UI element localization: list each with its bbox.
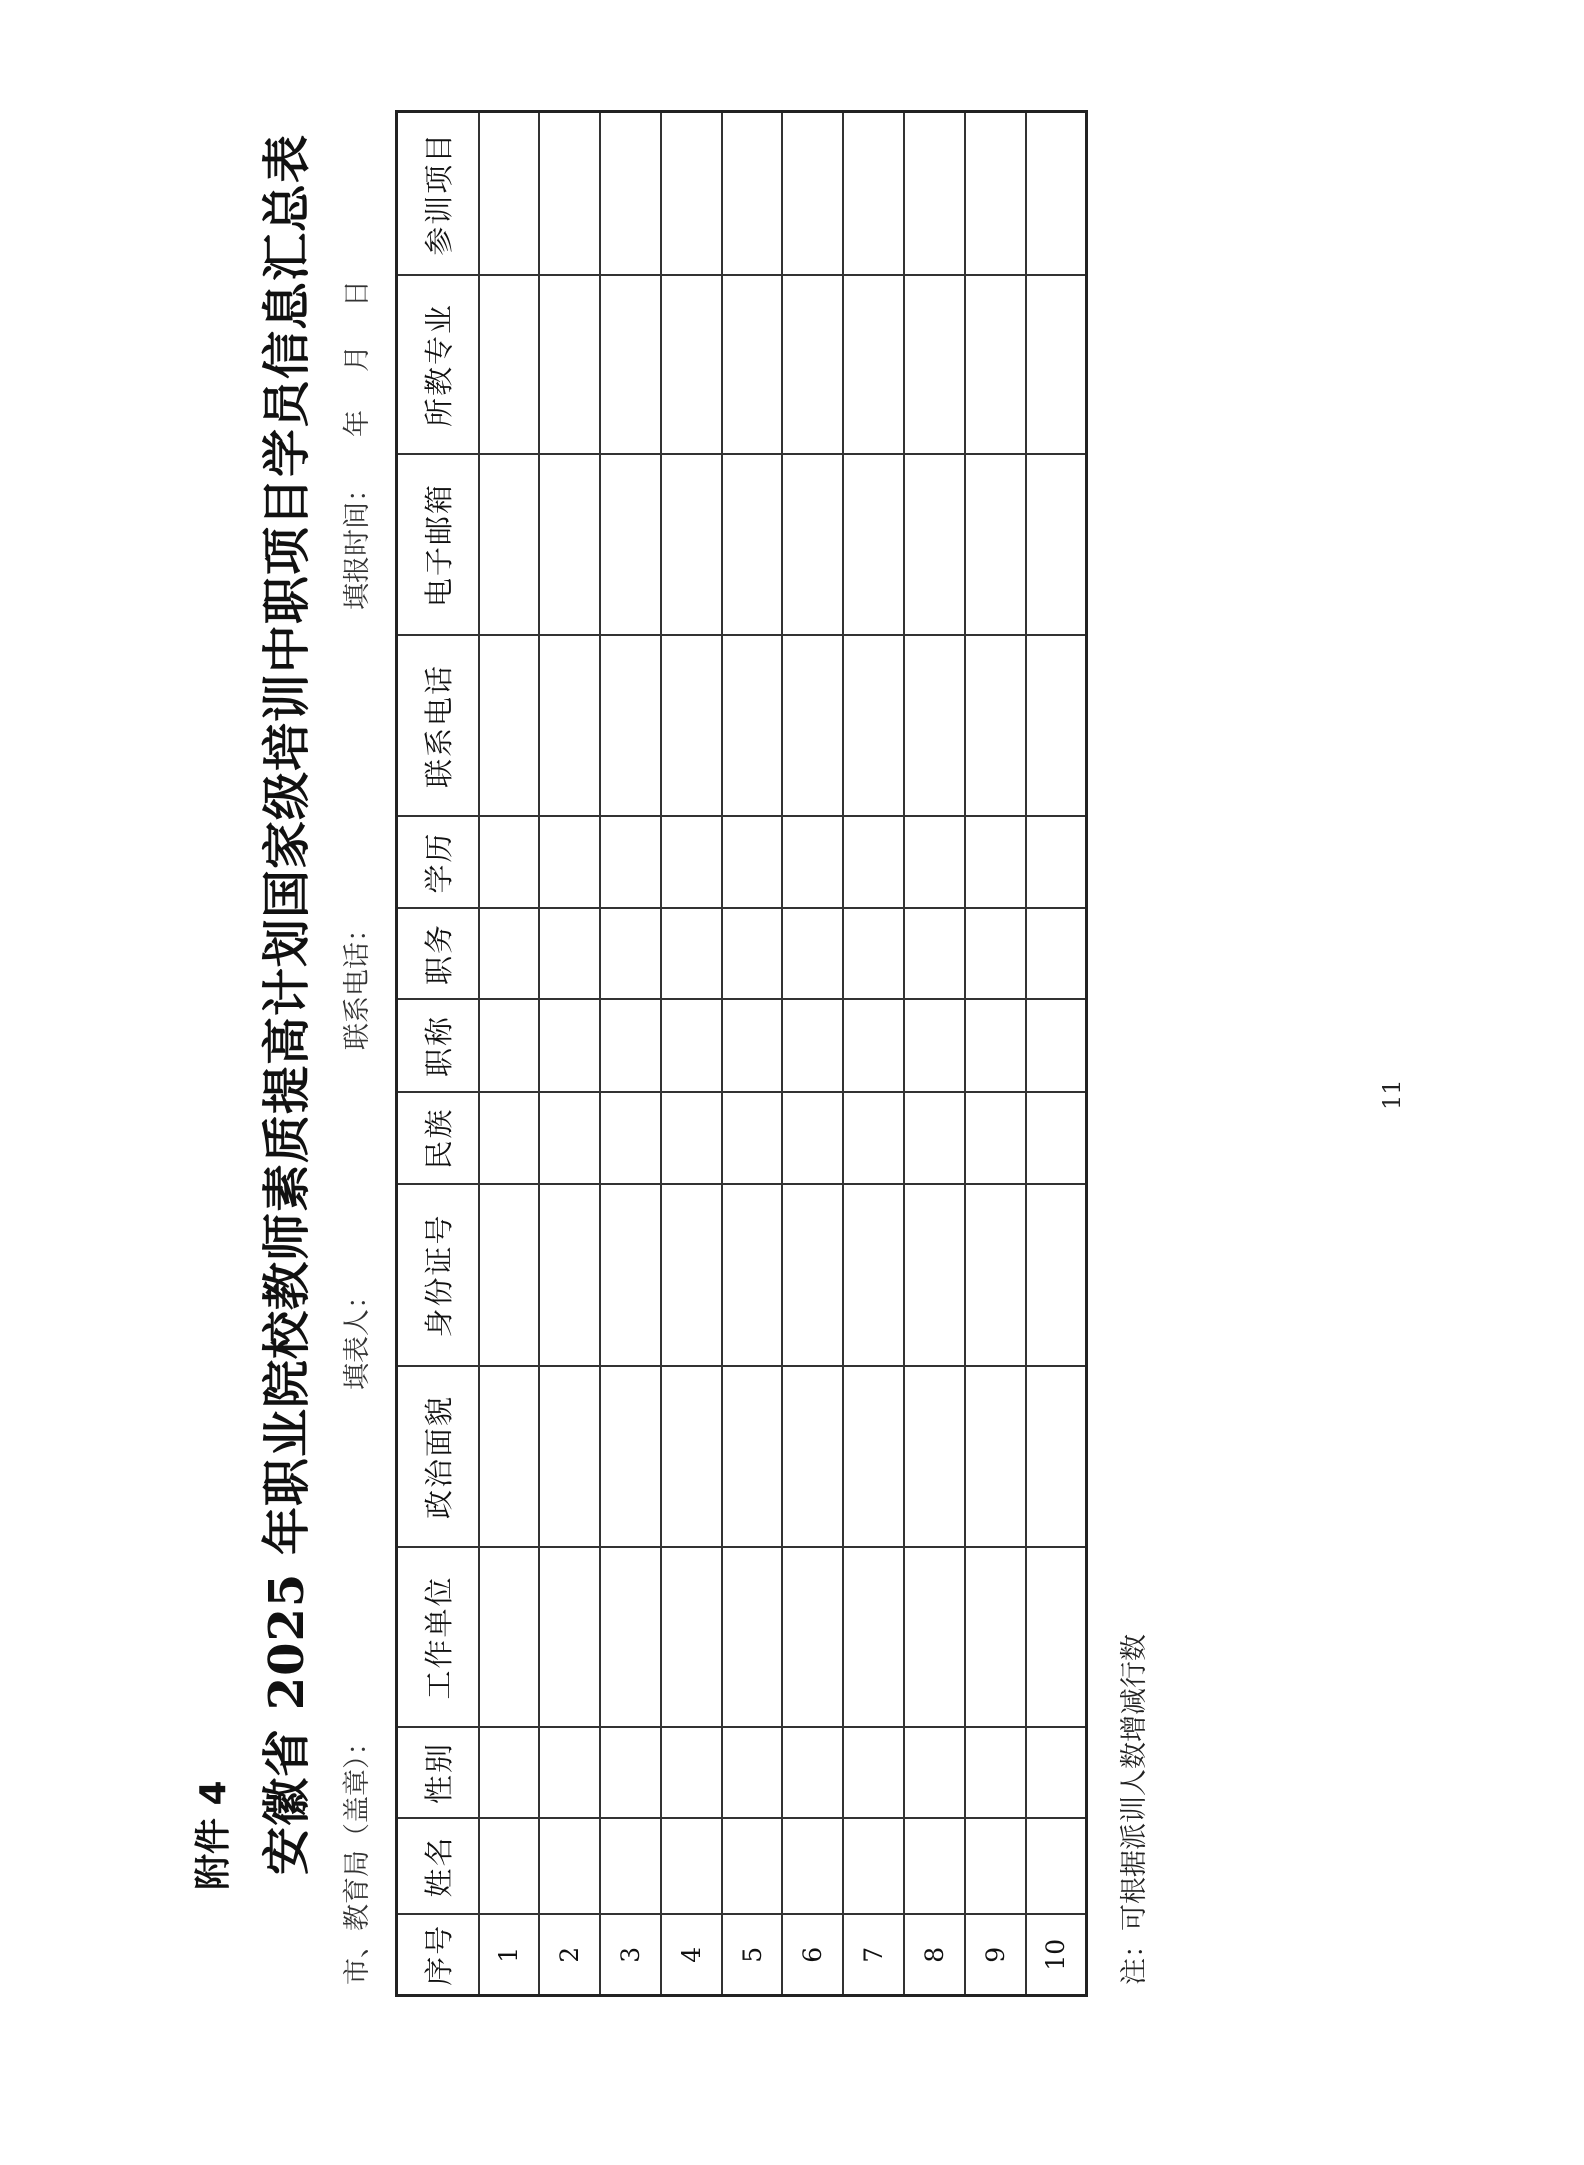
table-cell[interactable]	[539, 817, 600, 909]
table-cell[interactable]	[965, 112, 1026, 276]
table-cell[interactable]	[843, 1548, 904, 1728]
table-cell[interactable]	[600, 636, 661, 817]
table-cell[interactable]	[600, 1093, 661, 1185]
row-seq-number: 9	[965, 1915, 1026, 1996]
header-ethnicity: 民族	[397, 1093, 479, 1185]
table-cell[interactable]	[782, 1000, 843, 1093]
table-cell[interactable]	[904, 909, 965, 1000]
table-cell[interactable]	[904, 112, 965, 276]
table-cell[interactable]	[722, 455, 783, 636]
table-cell[interactable]	[904, 1819, 965, 1915]
table-row	[843, 112, 904, 1996]
table-row	[1026, 112, 1087, 1996]
table-header-row	[397, 112, 479, 1996]
table-cell[interactable]	[904, 1367, 965, 1548]
table-cell[interactable]	[661, 1093, 722, 1185]
date-day: 日	[342, 280, 373, 307]
table-cell[interactable]	[782, 112, 843, 276]
row-seq-number: 1	[479, 1915, 540, 1996]
table-cell[interactable]	[539, 1000, 600, 1093]
table-cell[interactable]	[600, 909, 661, 1000]
table-cell[interactable]	[1026, 817, 1087, 909]
table-cell[interactable]	[539, 1819, 600, 1915]
table-cell[interactable]	[479, 817, 540, 909]
table-cell[interactable]	[722, 1000, 783, 1093]
table-cell[interactable]	[843, 455, 904, 636]
table-cell[interactable]	[843, 1185, 904, 1367]
table-row	[904, 112, 965, 1996]
table-cell[interactable]	[965, 1728, 1026, 1819]
table-cell[interactable]	[479, 276, 540, 455]
table-cell[interactable]	[843, 909, 904, 1000]
table-cell[interactable]	[1026, 909, 1087, 1000]
table-cell[interactable]	[479, 1728, 540, 1819]
table-cell[interactable]	[782, 1819, 843, 1915]
table-cell[interactable]	[782, 1728, 843, 1819]
table-cell[interactable]	[722, 636, 783, 817]
table-cell[interactable]	[1026, 1093, 1087, 1185]
table-cell[interactable]	[661, 909, 722, 1000]
table-cell[interactable]	[661, 1548, 722, 1728]
table-cell[interactable]	[479, 909, 540, 1000]
table-cell[interactable]	[722, 1093, 783, 1185]
table-cell[interactable]	[1026, 636, 1087, 817]
table-cell[interactable]	[1026, 112, 1087, 276]
row-seq-number: 7	[843, 1915, 904, 1996]
table-row	[782, 112, 843, 1996]
table-cell[interactable]	[722, 817, 783, 909]
table-cell[interactable]	[1026, 276, 1087, 455]
table-cell[interactable]	[539, 112, 600, 276]
table-cell[interactable]	[600, 1728, 661, 1819]
table-cell[interactable]	[539, 636, 600, 817]
table-cell[interactable]	[661, 1728, 722, 1819]
header-seq: 序号	[397, 1915, 479, 1996]
table-cell[interactable]	[904, 1093, 965, 1185]
attachment-label: 附件 4	[193, 1780, 234, 1890]
table-cell[interactable]	[661, 1367, 722, 1548]
header-workplace: 工作单位	[397, 1548, 479, 1728]
date-month: 月	[342, 345, 373, 372]
table-cell[interactable]	[479, 1185, 540, 1367]
table-cell[interactable]	[661, 276, 722, 455]
table-cell[interactable]	[782, 1548, 843, 1728]
table-row	[600, 112, 661, 1996]
table-cell[interactable]	[1026, 1819, 1087, 1915]
table-cell[interactable]	[479, 1548, 540, 1728]
header-phone: 联系电话	[397, 636, 479, 817]
table-cell[interactable]	[661, 817, 722, 909]
table-cell[interactable]	[843, 276, 904, 455]
table-cell[interactable]	[600, 1185, 661, 1367]
table-cell[interactable]	[722, 276, 783, 455]
header-subject-taught: 所教专业	[397, 276, 479, 455]
footnote: 注：可根据派训人数增减行数	[1119, 1634, 1150, 1985]
date-field	[335, 280, 374, 610]
header-professional-title: 职称	[397, 1000, 479, 1093]
table-cell[interactable]	[1026, 1367, 1087, 1548]
table-row	[661, 112, 722, 1996]
table-cell[interactable]	[539, 1728, 600, 1819]
table-cell[interactable]	[904, 636, 965, 817]
table-cell[interactable]	[479, 1819, 540, 1915]
table-cell[interactable]	[904, 1728, 965, 1819]
table-cell[interactable]	[600, 817, 661, 909]
table-cell[interactable]	[843, 1367, 904, 1548]
table-cell[interactable]	[479, 112, 540, 276]
table-cell[interactable]	[600, 1000, 661, 1093]
row-seq-number: 3	[600, 1915, 661, 1996]
table-cell[interactable]	[479, 1093, 540, 1185]
table-cell[interactable]	[539, 1367, 600, 1548]
table-cell[interactable]	[965, 455, 1026, 636]
org-field-label: 市、教育局（盖章）：	[342, 1728, 373, 1985]
row-seq-number: 6	[782, 1915, 843, 1996]
table-cell[interactable]	[539, 1548, 600, 1728]
table-row	[479, 112, 540, 1996]
table-cell[interactable]	[904, 1000, 965, 1093]
table-cell[interactable]	[965, 1819, 1026, 1915]
table-cell[interactable]	[600, 112, 661, 276]
table-cell[interactable]	[1026, 1000, 1087, 1093]
table-cell[interactable]	[1026, 1728, 1087, 1819]
table-cell[interactable]	[904, 1548, 965, 1728]
table-cell[interactable]	[965, 909, 1026, 1000]
table-cell[interactable]	[661, 1819, 722, 1915]
trainee-info-table	[395, 110, 1088, 1997]
row-seq-number: 10	[1026, 1915, 1087, 1996]
table-cell[interactable]	[722, 112, 783, 276]
table-cell[interactable]	[661, 455, 722, 636]
table-cell[interactable]	[1026, 1185, 1087, 1367]
table-cell[interactable]	[1026, 455, 1087, 636]
table-cell[interactable]	[904, 455, 965, 636]
table-cell[interactable]	[479, 1000, 540, 1093]
row-seq-number: 2	[539, 1915, 600, 1996]
table-cell[interactable]	[661, 1185, 722, 1367]
table-row	[965, 112, 1026, 1996]
table-cell[interactable]	[722, 1367, 783, 1548]
header-id-number: 身份证号	[397, 1185, 479, 1367]
table-cell[interactable]	[479, 1367, 540, 1548]
table-cell[interactable]	[600, 276, 661, 455]
table-cell[interactable]	[782, 1185, 843, 1367]
table-row	[539, 112, 600, 1996]
phone-field-label: 联系电话：	[342, 915, 373, 1050]
table-cell[interactable]	[965, 1548, 1026, 1728]
table-cell[interactable]	[843, 1819, 904, 1915]
row-seq-number: 4	[661, 1915, 722, 1996]
table-cell[interactable]	[782, 455, 843, 636]
table-cell[interactable]	[965, 1185, 1026, 1367]
table-cell[interactable]	[722, 1548, 783, 1728]
table-cell[interactable]	[843, 112, 904, 276]
header-email: 电子邮箱	[397, 455, 479, 636]
table-cell[interactable]	[722, 909, 783, 1000]
table-cell[interactable]	[722, 1819, 783, 1915]
table-cell[interactable]	[600, 455, 661, 636]
table-cell[interactable]	[782, 276, 843, 455]
header-gender: 性别	[397, 1728, 479, 1819]
table-cell[interactable]	[479, 455, 540, 636]
table-cell[interactable]	[782, 1093, 843, 1185]
table-cell[interactable]	[539, 1093, 600, 1185]
table-cell[interactable]	[539, 276, 600, 455]
table-cell[interactable]	[965, 276, 1026, 455]
table-cell[interactable]	[539, 1185, 600, 1367]
header-political-status: 政治面貌	[397, 1367, 479, 1548]
filler-field-label: 填表人：	[342, 1282, 373, 1390]
table-cell[interactable]	[843, 1093, 904, 1185]
row-seq-number: 8	[904, 1915, 965, 1996]
date-field-label: 填报时间：	[342, 475, 373, 610]
table-cell[interactable]	[843, 636, 904, 817]
table-cell[interactable]	[965, 636, 1026, 817]
table-cell[interactable]	[904, 817, 965, 909]
table-cell[interactable]	[965, 1367, 1026, 1548]
table-cell[interactable]	[782, 636, 843, 817]
table-cell[interactable]	[600, 1819, 661, 1915]
row-seq-number: 5	[722, 1915, 783, 1996]
table-cell[interactable]	[600, 1367, 661, 1548]
header-training-project: 参训项目	[397, 112, 479, 276]
table-cell[interactable]	[600, 1548, 661, 1728]
table-cell[interactable]	[843, 1000, 904, 1093]
table-row	[722, 112, 783, 1996]
date-year: 年	[342, 410, 373, 437]
table-cell[interactable]	[722, 1185, 783, 1367]
page-number: 11	[1378, 1079, 1406, 1110]
header-name: 姓名	[397, 1819, 479, 1915]
table-cell[interactable]	[661, 1000, 722, 1093]
table-cell[interactable]	[965, 1000, 1026, 1093]
table-cell[interactable]	[965, 817, 1026, 909]
table-cell[interactable]	[904, 1185, 965, 1367]
table-cell[interactable]	[661, 112, 722, 276]
table-cell[interactable]	[1026, 1548, 1087, 1728]
table-cell[interactable]	[843, 817, 904, 909]
table-cell[interactable]	[539, 909, 600, 1000]
table-cell[interactable]	[539, 455, 600, 636]
table-cell[interactable]	[722, 1728, 783, 1819]
table-cell[interactable]	[904, 276, 965, 455]
table-body	[479, 112, 1087, 1996]
table-cell[interactable]	[479, 636, 540, 817]
table-cell[interactable]	[843, 1728, 904, 1819]
document-title: 安徽省 2025 年职业院校教师素质提高计划国家级培训中职项目学员信息汇总表	[259, 133, 315, 1875]
table-cell[interactable]	[661, 636, 722, 817]
table-cell[interactable]	[965, 1093, 1026, 1185]
table-cell[interactable]	[782, 817, 843, 909]
table-cell[interactable]	[782, 1367, 843, 1548]
table-cell[interactable]	[782, 909, 843, 1000]
header-position: 职务	[397, 909, 479, 1000]
header-education: 学历	[397, 817, 479, 909]
